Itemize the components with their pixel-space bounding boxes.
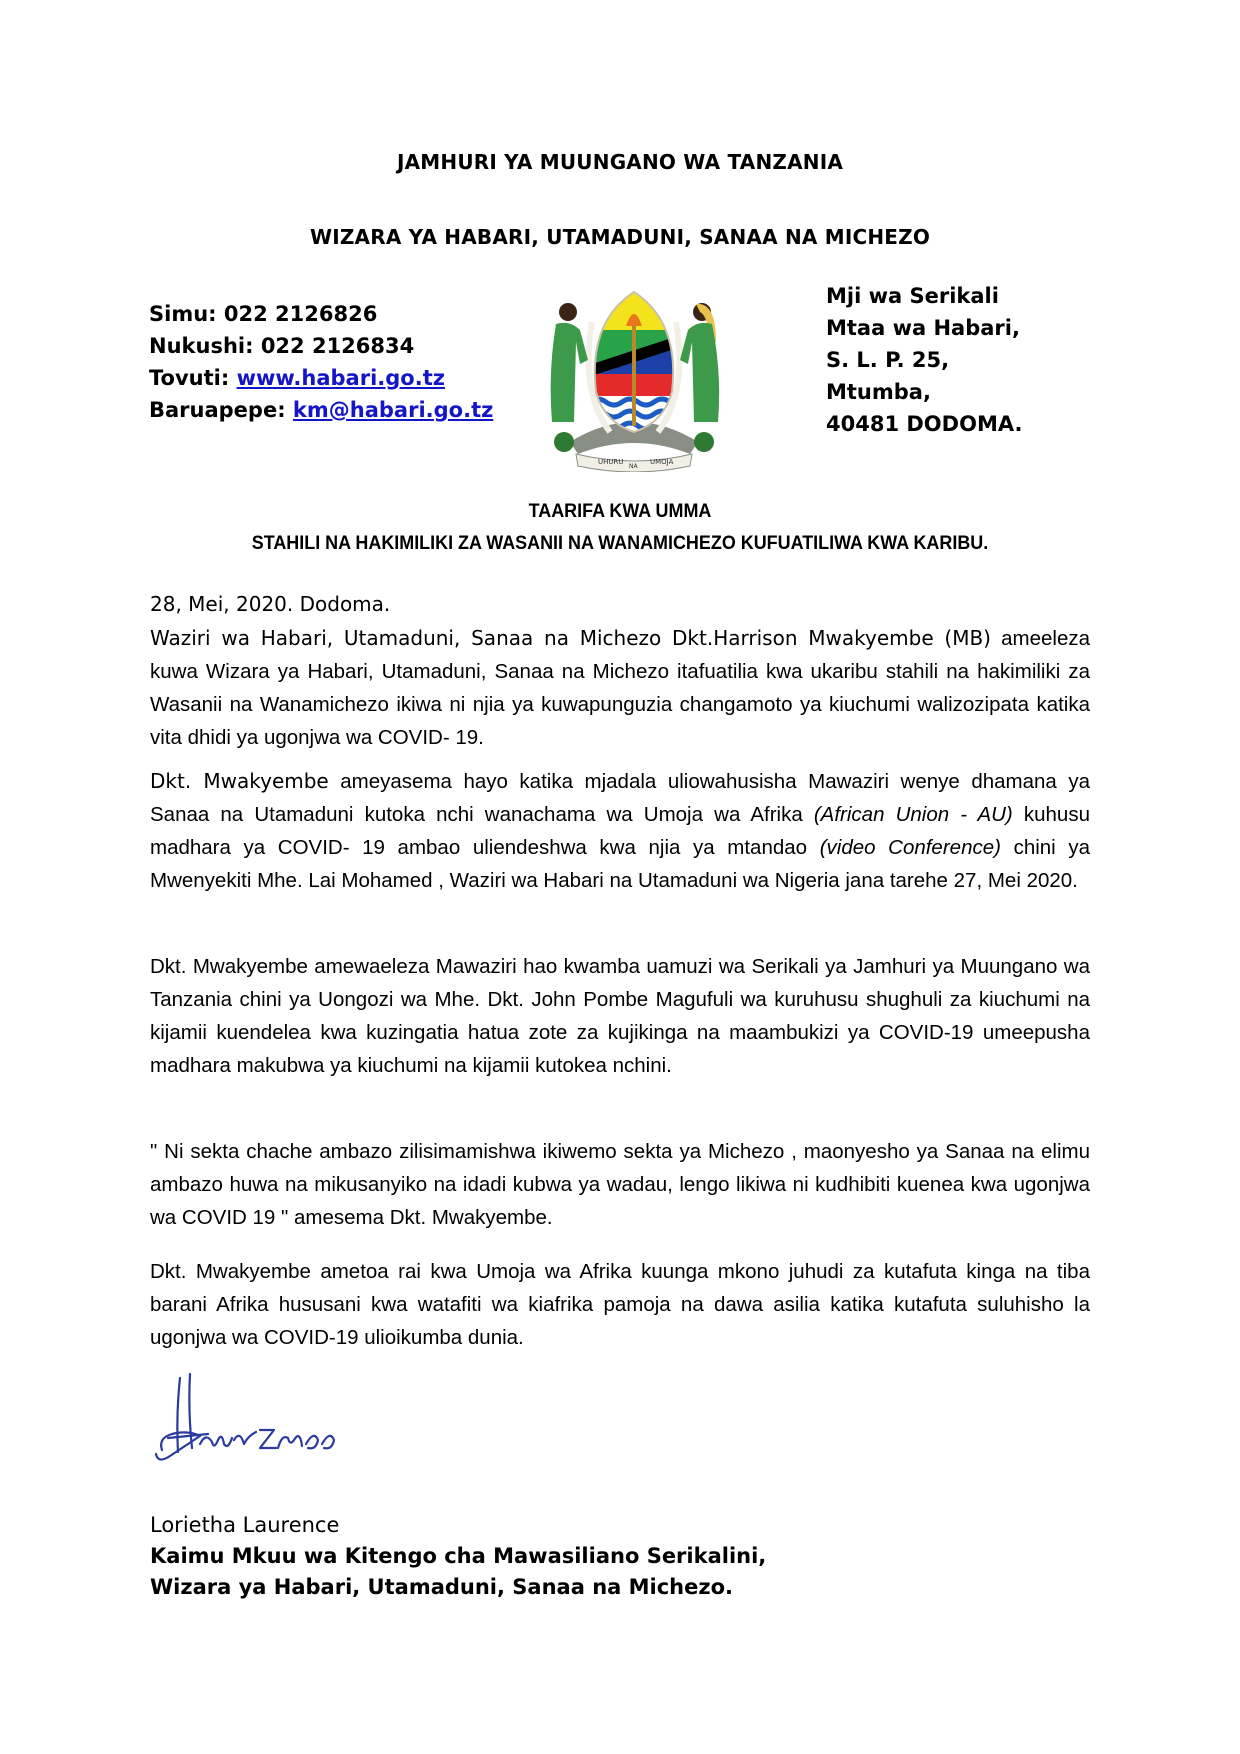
paragraph-3-text: Dkt. Mwakyembe amewaeleza Mawaziri hao kwamba uamuzi wa Serikali ya Jamhuri ya Muungano wa Tanzania chini ya Uongozi wa Mhe. Dkt. John Pombe Magufuli wa kuruhusu shughuli za kiuchumi na kijamii kuendelea kwa kuzingatia hatua zote za kujikinga na maambukizi ya COVID-19 umeepusha madhara makubwa ya kiuchumi na kijamii kutokea nchini. <box>150 955 1090 1077</box>
date-line: 28, Mei, 2020. Dodoma. <box>150 592 391 616</box>
address-line: Mtumba, <box>826 380 931 404</box>
paragraph-5 <box>150 1255 1090 1354</box>
paragraph-2-text-a: ameyasema hayo katika mjadala uliowahusisha Mawaziri wenye dhamana ya Sanaa na Utamaduni kutoka nchi wanachama wa Umoja wa Afrika <box>150 770 1090 826</box>
ministry-heading: WIZARA YA HABARI, UTAMADUNI, SANAA NA MICHEZO <box>309 225 931 249</box>
website-line <box>149 362 493 394</box>
paragraph-2-text-c: chini ya Mwenyekiti Mhe. Lai Mohamed , Waziri wa Habari na Utamaduni wa Nigeria jana tarehe 27, Mei 2020. <box>150 836 1090 892</box>
email-line <box>149 394 493 426</box>
address-line: S. L. P. 25, <box>826 348 950 372</box>
signer-ministry: Wizara ya Habari, Utamaduni, Sanaa na Michezo. <box>150 1575 733 1599</box>
phone-value: 022 2126826 <box>223 302 378 326</box>
paragraph-1-lead: Waziri wa Habari, Utamaduni, Sanaa na Michezo Dkt.Harrison Mwakyembe (MB) <box>150 626 991 650</box>
website-link[interactable]: www.habari.go.tz <box>236 366 445 390</box>
address-line: Mji wa Serikali <box>826 284 999 308</box>
fax-line <box>149 330 493 362</box>
paragraph-2-italic-au: (African Union - AU) <box>813 803 1013 826</box>
phone-label: Simu: <box>149 302 217 326</box>
paragraph-4-text: " Ni sekta chache ambazo zilisimamishwa ikiwemo sekta ya Michezo , maonyesho ya Sanaa na elimu ambazo huwa na mikusanyiko na idadi kubwa ya wadau, lengo likiwa ni kudhibiti kuenea kwa ugonjwa wa COVID 19 " amesema Dkt. Mwakyembe. <box>150 1140 1090 1229</box>
address-line: Mtaa wa Habari, <box>826 316 1020 340</box>
paragraph-4 <box>150 1135 1090 1234</box>
phone-line <box>149 298 493 330</box>
paragraph-3 <box>150 950 1090 1082</box>
notice-subtitle: STAHILI NA HAKIMILIKI ZA WASANII NA WANAMICHEZO KUFUATILIWA KWA KARIBU. <box>251 532 989 554</box>
motto-left: UHURU <box>598 458 624 466</box>
paragraph-1-rest: ameeleza kuwa Wizara ya Habari, Utamaduni, Sanaa na Michezo itafuatilia kwa ukaribu stahili na hakimiliki za Wasanii na Wanamichezo ikiwa ni njia ya kuwapunguzia changamoto ya kiuchumi walizozipata katika vita dhidi ya ugonjwa wa COVID- 19. <box>150 627 1091 749</box>
paragraph-2-lead: Dkt. Mwakyembe <box>150 769 329 793</box>
signer-name: Lorietha Laurence <box>150 1513 340 1537</box>
coat-of-arms-icon <box>540 282 728 472</box>
motto-mid: NA <box>629 463 638 470</box>
paragraph-2-italic-video: (video Conference) <box>819 836 1001 859</box>
country-heading: JAMHURI YA MUUNGANO WA TANZANIA <box>396 150 844 174</box>
address-line: 40481 DODOMA. <box>826 412 1023 436</box>
paragraph-2 <box>150 765 1090 897</box>
email-link[interactable]: km@habari.go.tz <box>292 398 494 422</box>
website-label: Tovuti: <box>149 366 230 390</box>
motto-right: UMOJA <box>650 458 674 466</box>
notice-title: TAARIFA KWA UMMA <box>528 500 712 522</box>
signer-title: Kaimu Mkuu wa Kitengo cha Mawasiliano Serikalini, <box>150 1544 767 1568</box>
signer-block <box>150 1510 766 1603</box>
paragraph-5-text: Dkt. Mwakyembe ametoa rai kwa Umoja wa Afrika kuunga mkono juhudi za kutafuta kinga na tiba barani Afrika hususani kwa watafiti wa kiafrika pamoja na dawa asilia katika kutafuta suluhisho la ugonjwa wa COVID-19 ulioikumba dunia. <box>150 1260 1090 1349</box>
paragraph-1 <box>150 622 1090 754</box>
email-label: Baruapepe: <box>149 398 286 422</box>
fax-value: 022 2126834 <box>260 334 415 358</box>
paragraph-2-text-b: kuhusu madhara ya COVID- 19 ambao uliendeshwa kwa njia ya mtandao <box>150 803 1090 859</box>
address-block <box>826 280 1022 440</box>
signature-icon <box>148 1360 348 1470</box>
contact-block <box>149 298 493 426</box>
fax-label: Nukushi: <box>149 334 254 358</box>
